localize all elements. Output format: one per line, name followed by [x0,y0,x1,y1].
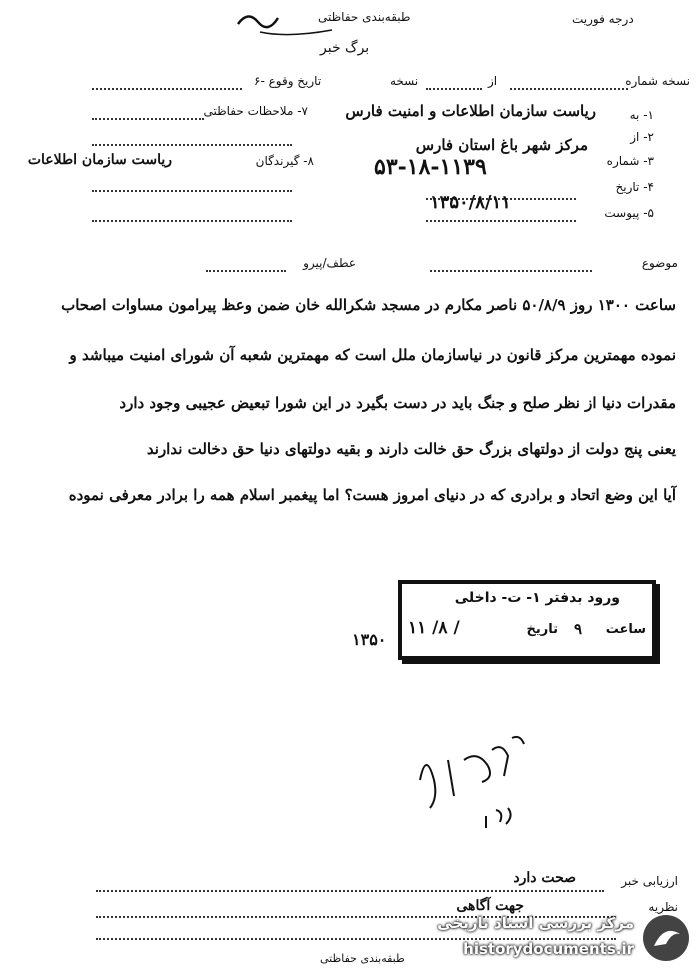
stamp-date-value: ۱۱ /۸ / [408,618,460,638]
form-title: برگ خبر [320,40,370,56]
blank-line-3 [92,220,292,222]
from-value: مرکز شهر باغ استان فارس [415,136,588,154]
copy-number-line [510,88,628,90]
date-value: ۱۳۵۰/۸/۱۱ [430,192,511,213]
classification-title: طبقه‌بندی حفاظتی [318,10,411,24]
classification-bottom: طبقه‌بندی حفاظتی [320,952,405,965]
attachment-label: ۵- پیوست [604,206,654,220]
to-label: ۱- به [629,108,654,122]
opinion-value: جهت آگاهی [456,898,524,914]
reference-label: عطف/پیرو [303,256,356,270]
report-line-5: آیا این وضع اتحاد و برادری که در دنیای امروز هست؟ اما پیغمبر اسلام همه را برادر معرفی نموده [68,486,676,504]
from-label: ۲- از [630,130,654,144]
number-label: ۳- شماره [606,154,654,168]
evaluation-value: صحت دارد [513,870,576,886]
protective-notes-label: ۷- ملاحظات حفاظتی [203,104,308,118]
stamp-time-label: ساعت [605,622,646,637]
watermark [430,908,692,968]
date-label: ۴- تاریخ [615,180,654,194]
classification-scribble [232,4,342,44]
copy-number-label: نسخه شماره [625,74,690,88]
blank-line-1 [92,144,292,146]
subject-label: موضوع [641,256,678,270]
to-value: ریاست سازمان اطلاعات و امنیت فارس [345,102,596,120]
priority-label: درجه فوریت [572,12,634,26]
subject-line [430,270,592,272]
report-line-2: نموده مهمترین مرکز قانون در نیاسازمان ملل است که مهمترین شعبه آن شورای امنیت میباشد و [69,346,676,364]
recipients-value: ریاست سازمان اطلاعات [27,152,172,168]
opinion-label: نظریه [648,900,678,914]
stamp-year: ۱۳۵۰ [352,630,387,649]
blank-line-2 [92,190,292,192]
entry-stamp [398,580,656,660]
number-value: ۵۳-۱۸-۱۱۳۹ [374,154,487,180]
stamp-time-value: ۹ [574,620,583,638]
report-line-1: ساعت ۱۳۰۰ روز ۵۰/۸/۹ ناصر مکارم در مسجد شکرالله خان ضمن وعظ پیرامون مساوات اصحاب [61,296,676,314]
attachment-line [426,220,576,222]
handwritten-annotation [400,720,550,840]
copy-label: نسخه [390,74,419,88]
stamp-line-1: ورود بدفتر ۱- ت- داخلی [454,590,620,606]
watermark-org-name: مرکز بررسی اسناد تاریخی [437,914,634,932]
stamp-date-label: تاریخ [526,622,558,637]
report-line-4: یعنی پنج دولت از دولتهای بزرگ حق خالت دارند و بقیه دولتهای دنیا حق دخالت ندارند [146,440,676,458]
of-label: از [488,74,498,88]
reference-line [206,270,286,272]
evaluation-line [96,890,604,892]
of-line [426,88,482,90]
evaluation-label: ارزیابی خبر [621,874,678,888]
report-line-3: مقدرات دنیا از نظر صلح و جنگ باید در دست بگیرد در این شورا تبعیض عجیبی وجود دارد [119,394,676,412]
event-date-label: ۶- تاریخ وقوع [254,74,322,88]
recipients-label: ۸- گیرندگان [255,154,314,168]
protective-notes-line [92,118,204,120]
watermark-site: historydocuments.ir [463,940,634,958]
watermark-logo-icon [640,912,692,964]
event-date-line [92,88,242,90]
